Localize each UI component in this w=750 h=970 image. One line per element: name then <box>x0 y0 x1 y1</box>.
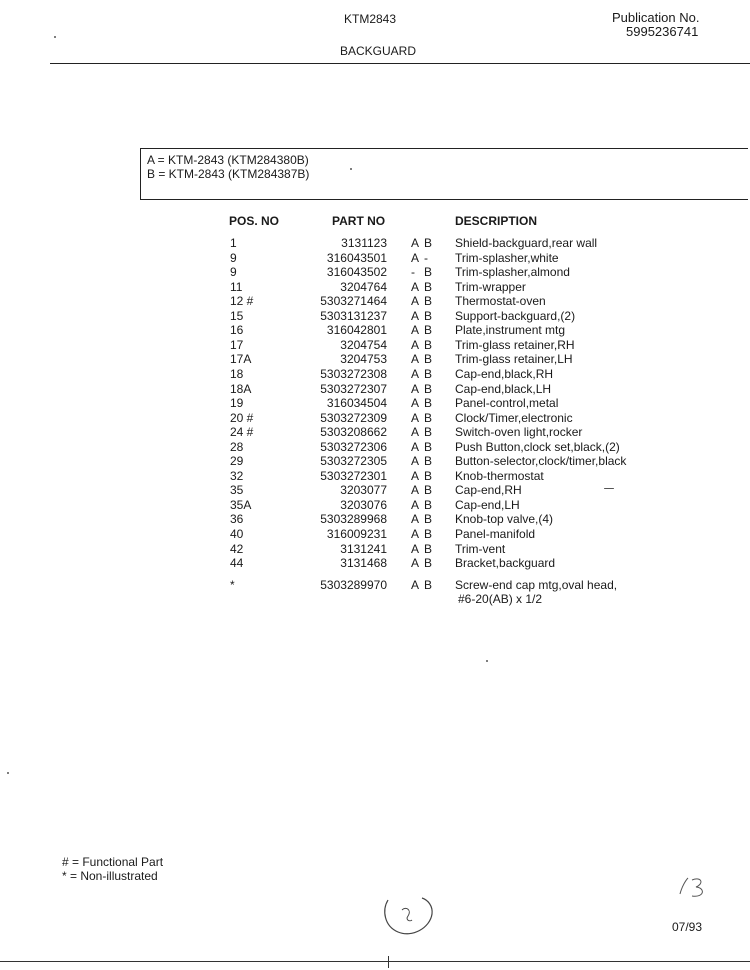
row-model-a: A <box>411 337 420 352</box>
row-model-b: B <box>424 410 433 425</box>
row-pos: 40 <box>230 527 244 541</box>
handwritten-mark <box>378 892 438 942</box>
row-part-number: 316034504 <box>326 396 387 411</box>
row-pos: 20 # <box>230 410 254 425</box>
row-model-a: A <box>411 250 420 265</box>
row-model-b: - <box>424 250 428 265</box>
row-model-a: A <box>411 396 420 411</box>
row-model-b: B <box>424 468 433 483</box>
row-model-b: B <box>424 512 433 527</box>
row-pos: 9 <box>230 265 237 280</box>
parts-row <box>0 309 750 323</box>
row-model-a: A <box>411 366 420 381</box>
row-model-a: A <box>411 497 420 512</box>
row-pos: 29 <box>230 454 244 469</box>
row-pos: 16 <box>230 323 244 338</box>
parts-row <box>0 236 750 250</box>
row-model-a: A <box>411 352 420 367</box>
row-model-b: B <box>424 265 433 280</box>
row-model-a: A <box>411 308 420 323</box>
row-pos: 19 <box>230 396 244 411</box>
row-description: Trim-splasher,almond <box>455 265 570 280</box>
row-model-b: B <box>424 454 433 469</box>
row-part-number: 316043501 <box>326 250 387 265</box>
row-description: Thermostat-oven <box>455 294 546 309</box>
parts-row <box>0 440 750 454</box>
row-model-a: A <box>411 454 420 469</box>
row-pos: 11 <box>230 279 243 294</box>
row-pos: 1 <box>230 236 237 250</box>
row-part-number: 316009231 <box>326 527 387 541</box>
row-pos: 35 <box>230 483 244 498</box>
row-pos: 12 # <box>230 294 254 309</box>
row-model-b: B <box>424 352 433 367</box>
row-pos: 18 <box>230 366 244 381</box>
row-model-b: B <box>424 541 433 556</box>
row-model-b: B <box>424 527 433 541</box>
row-part-number: 5303272306 <box>320 439 387 454</box>
footer-rule <box>0 961 750 962</box>
row-model-b: B <box>424 381 433 396</box>
row-pos: 15 <box>230 308 244 323</box>
parts-row <box>0 265 750 279</box>
parts-row <box>0 498 750 512</box>
row-description: Cap-end,black,RH <box>455 366 554 381</box>
row-description: Button-selector,clock/timer,black <box>455 454 627 469</box>
row-description: Trim-splasher,white <box>455 250 559 265</box>
row-part-number: 5303271464 <box>320 294 387 309</box>
header-rule <box>50 63 750 64</box>
row-part-number: 3204754 <box>340 337 387 352</box>
row-part-number: 5303272305 <box>320 454 387 469</box>
row-description: Push Button,clock set,black,(2) <box>455 439 620 454</box>
row-part-number: 5303272301 <box>320 468 387 483</box>
row-description: Panel-control,metal <box>455 396 559 411</box>
row-description: Plate,instrument mtg <box>455 323 566 338</box>
parts-row <box>0 294 750 308</box>
row-part-number: 3131123 <box>341 236 387 250</box>
row-model-a: A <box>411 578 420 592</box>
row-part-number: 5303208662 <box>320 425 387 440</box>
note-functional-part: # = Functional Part <box>62 855 164 869</box>
footer-rule-tick <box>388 956 389 968</box>
scan-speck <box>604 488 614 489</box>
row-model-a: A <box>411 527 420 541</box>
row-model-a: A <box>411 381 420 396</box>
row-pos: 44 <box>230 556 244 571</box>
parts-row <box>0 483 750 497</box>
row-pos: 28 <box>230 439 244 454</box>
row-part-number: 3204764 <box>340 279 387 294</box>
row-model-a: A <box>411 556 420 571</box>
row-part-number: 5303289968 <box>320 512 387 527</box>
section-title: BACKGUARD <box>340 44 417 58</box>
row-model-a: - <box>411 265 415 280</box>
parts-row <box>0 396 750 410</box>
row-model-b: B <box>424 337 433 352</box>
row-pos: 17 <box>230 337 244 352</box>
row-part-number: 3203076 <box>340 497 387 512</box>
row-pos: 17A <box>230 352 252 367</box>
row-description: Bracket,backguard <box>455 556 556 571</box>
parts-row <box>0 251 750 265</box>
row-model-a: A <box>411 468 420 483</box>
row-part-number: 316043502 <box>326 265 387 280</box>
row-model-b: B <box>424 294 433 309</box>
row-model-b: B <box>424 308 433 323</box>
row-description: Trim-vent <box>455 541 506 556</box>
row-pos: 18A <box>230 381 252 396</box>
row-pos: 24 # <box>230 425 254 440</box>
scan-speck <box>7 772 9 774</box>
column-header-pos: POS. NO <box>229 214 280 228</box>
model-number: KTM2843 <box>344 12 397 26</box>
row-description: Panel-manifold <box>455 527 536 541</box>
parts-row <box>0 469 750 483</box>
note-non-illustrated: * = Non-illustrated <box>62 869 158 883</box>
revision-date: 07/93 <box>672 920 703 934</box>
row-model-b: B <box>424 323 433 338</box>
row-part-number: 5303272307 <box>320 381 387 396</box>
row-description: Cap-end,LH <box>455 497 520 512</box>
parts-row <box>0 542 750 556</box>
row-part-number: 3131468 <box>340 556 387 571</box>
row-model-a: A <box>411 512 420 527</box>
row-description-continued: #6-20(AB) x 1/2 <box>458 592 543 606</box>
row-model-a: A <box>411 439 420 454</box>
scan-speck <box>350 168 352 170</box>
row-model-a: A <box>411 410 420 425</box>
row-part-number: 5303289970 <box>320 578 387 592</box>
row-model-b: B <box>424 497 433 512</box>
row-model-b: B <box>424 578 433 592</box>
handwritten-corner-mark <box>676 874 712 902</box>
row-pos: 35A <box>230 497 252 512</box>
row-model-a: A <box>411 323 420 338</box>
row-model-b: B <box>424 366 433 381</box>
row-description: Support-backguard,(2) <box>455 308 576 323</box>
row-part-number: 3131241 <box>340 541 387 556</box>
row-description: Screw-end cap mtg,oval head, <box>455 578 618 592</box>
row-model-b: B <box>424 236 433 250</box>
row-description: Trim-wrapper <box>455 279 526 294</box>
parts-row <box>0 323 750 337</box>
scan-speck <box>486 660 488 662</box>
publication-number: 5995236741 <box>626 24 699 39</box>
row-model-a: A <box>411 236 420 250</box>
legend-line-a: A = KTM-2843 (KTM284380B) <box>147 153 309 167</box>
row-model-a: A <box>411 425 420 440</box>
row-part-number: 5303272309 <box>320 410 387 425</box>
row-description: Knob-top valve,(4) <box>455 512 554 527</box>
column-header-part: PART NO <box>332 214 386 228</box>
row-description: Cap-end,RH <box>455 483 522 498</box>
row-pos: 9 <box>230 250 237 265</box>
model-legend-box <box>140 148 748 200</box>
row-description: Clock/Timer,electronic <box>455 410 573 425</box>
row-model-a: A <box>411 483 420 498</box>
parts-row-non-illustrated <box>0 578 750 592</box>
row-model-a: A <box>411 279 420 294</box>
parts-row <box>0 512 750 526</box>
parts-row <box>0 338 750 352</box>
parts-row <box>0 454 750 468</box>
parts-row <box>0 382 750 396</box>
row-description: Shield-backguard,rear wall <box>455 236 598 250</box>
row-pos: * <box>230 578 235 592</box>
row-part-number: 3203077 <box>340 483 387 498</box>
parts-row <box>0 352 750 366</box>
row-description: Cap-end,black,LH <box>455 381 552 396</box>
row-model-b: B <box>424 439 433 454</box>
row-pos: 36 <box>230 512 244 527</box>
parts-row <box>0 411 750 425</box>
row-model-b: B <box>424 556 433 571</box>
row-model-a: A <box>411 294 420 309</box>
row-description: Knob-thermostat <box>455 468 544 483</box>
row-model-a: A <box>411 541 420 556</box>
row-description: Switch-oven light,rocker <box>455 425 583 440</box>
row-pos: 42 <box>230 541 244 556</box>
parts-row <box>0 527 750 541</box>
column-header-description: DESCRIPTION <box>455 214 538 228</box>
row-part-number: 3204753 <box>340 352 387 367</box>
row-pos: 32 <box>230 468 244 483</box>
row-model-b: B <box>424 279 433 294</box>
parts-row <box>0 556 750 570</box>
parts-row <box>0 425 750 439</box>
row-part-number: 316042801 <box>326 323 387 338</box>
parts-row <box>0 367 750 381</box>
row-description: Trim-glass retainer,RH <box>455 337 575 352</box>
row-model-b: B <box>424 396 433 411</box>
row-description: Trim-glass retainer,LH <box>455 352 573 367</box>
publication-label: Publication No. <box>612 10 700 25</box>
parts-row <box>0 280 750 294</box>
row-part-number: 5303131237 <box>320 308 387 323</box>
row-part-number: 5303272308 <box>320 366 387 381</box>
row-model-b: B <box>424 483 433 498</box>
row-model-b: B <box>424 425 433 440</box>
legend-line-b: B = KTM-2843 (KTM284387B) <box>147 167 310 181</box>
scan-speck <box>54 36 56 38</box>
